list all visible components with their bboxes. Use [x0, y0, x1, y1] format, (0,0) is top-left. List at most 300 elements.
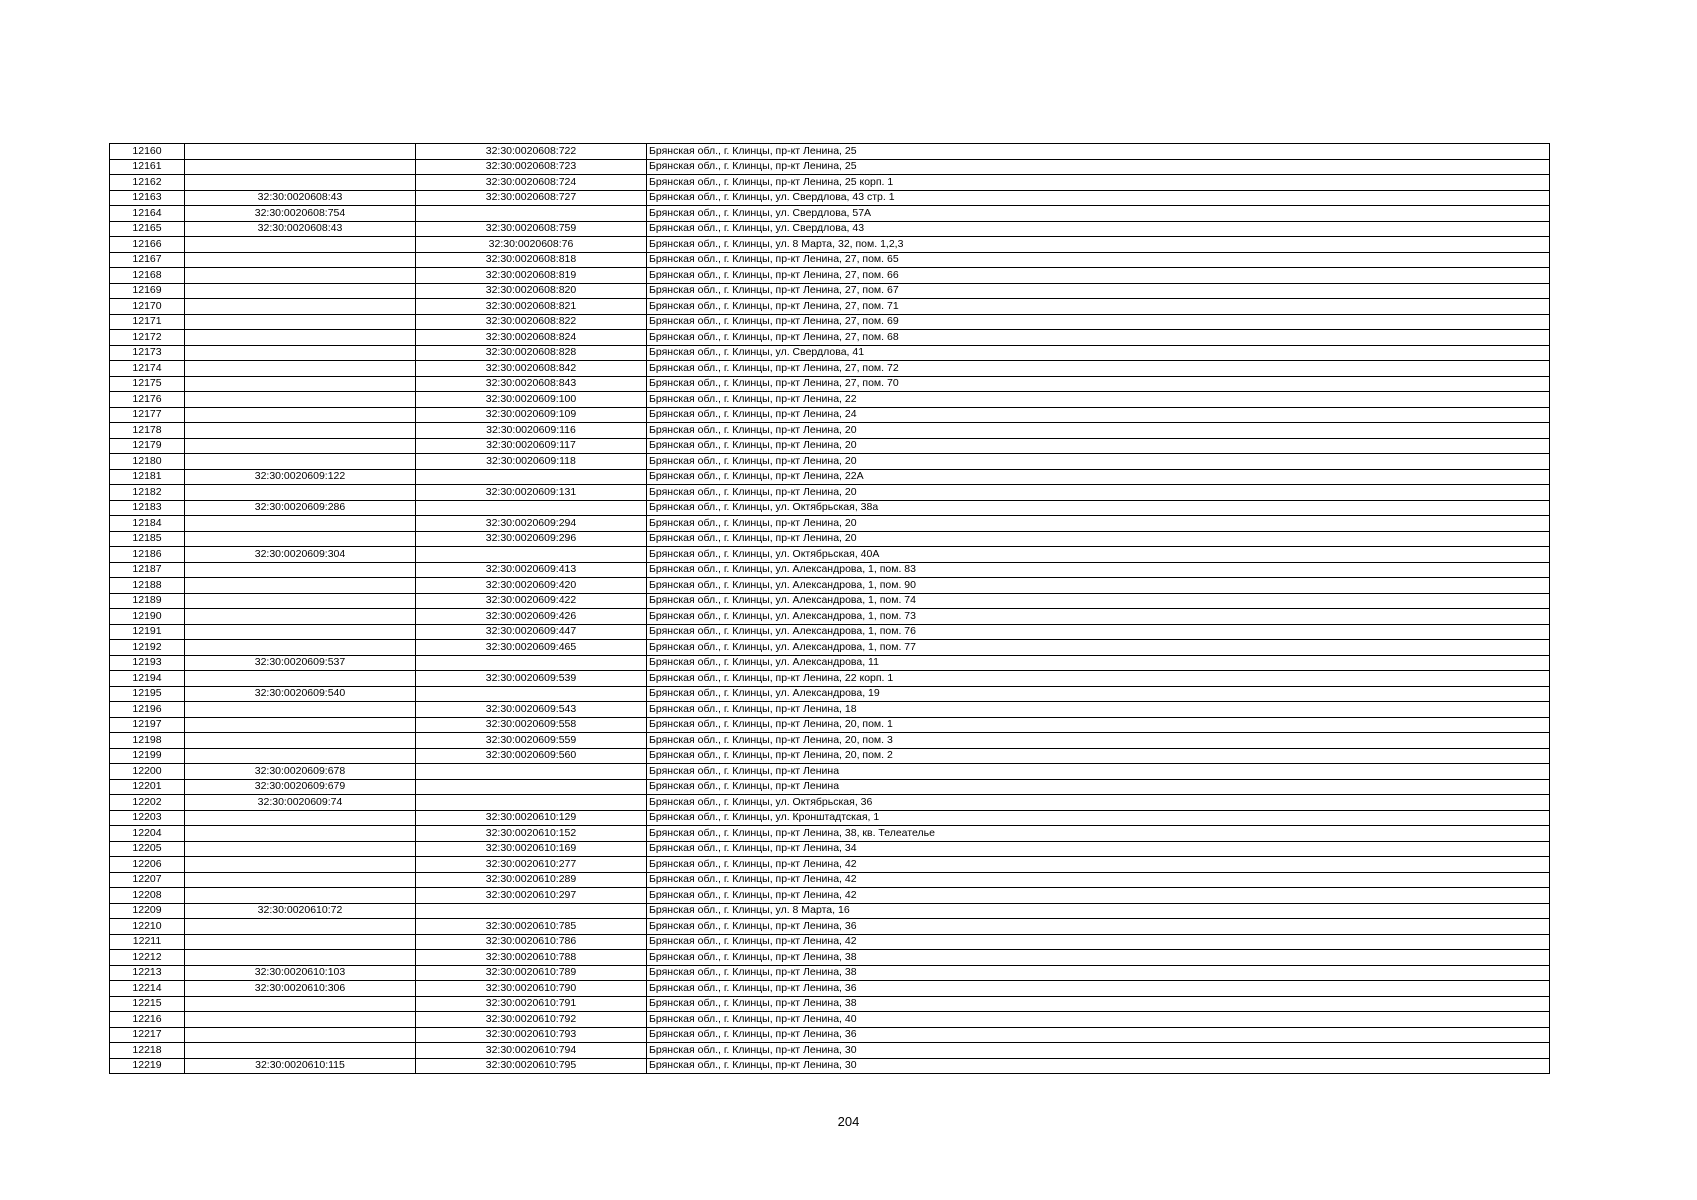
- object-cadastral-number-cell: 32:30:0020609:116: [416, 423, 647, 439]
- row-number-cell: 12214: [110, 981, 185, 997]
- object-cadastral-number-cell: 32:30:0020608:828: [416, 345, 647, 361]
- table-row: [110, 965, 1550, 981]
- table-row: [110, 376, 1550, 392]
- land-cadastral-number-cell: [185, 950, 416, 966]
- address-cell: Брянская обл., г. Клинцы, ул. Александрова, 19: [647, 686, 1550, 702]
- table-row: [110, 640, 1550, 656]
- table-row: [110, 1027, 1550, 1043]
- object-cadastral-number-cell: 32:30:0020608:818: [416, 252, 647, 268]
- table-row: [110, 314, 1550, 330]
- land-cadastral-number-cell: 32:30:0020608:754: [185, 206, 416, 222]
- row-number-cell: 12209: [110, 903, 185, 919]
- object-cadastral-number-cell: 32:30:0020610:792: [416, 1012, 647, 1028]
- object-cadastral-number-cell: 32:30:0020608:842: [416, 361, 647, 377]
- address-cell: Брянская обл., г. Клинцы, пр-кт Ленина, 30: [647, 1058, 1550, 1074]
- object-cadastral-number-cell: 32:30:0020609:560: [416, 748, 647, 764]
- row-number-cell: 12174: [110, 361, 185, 377]
- row-number-cell: 12193: [110, 655, 185, 671]
- address-cell: Брянская обл., г. Клинцы, пр-кт Ленина, 36: [647, 1027, 1550, 1043]
- table-row: [110, 903, 1550, 919]
- object-cadastral-number-cell: 32:30:0020610:788: [416, 950, 647, 966]
- land-cadastral-number-cell: [185, 593, 416, 609]
- object-cadastral-number-cell: 32:30:0020609:118: [416, 454, 647, 470]
- address-cell: Брянская обл., г. Клинцы, пр-кт Ленина, 34: [647, 841, 1550, 857]
- land-cadastral-number-cell: [185, 857, 416, 873]
- row-number-cell: 12167: [110, 252, 185, 268]
- table-row: [110, 826, 1550, 842]
- row-number-cell: 12160: [110, 144, 185, 160]
- address-cell: Брянская обл., г. Клинцы, пр-кт Ленина, 27, пом. 69: [647, 314, 1550, 330]
- address-cell: Брянская обл., г. Клинцы, пр-кт Ленина, 25 корп. 1: [647, 175, 1550, 191]
- land-cadastral-number-cell: [185, 671, 416, 687]
- row-number-cell: 12176: [110, 392, 185, 408]
- object-cadastral-number-cell: 32:30:0020610:785: [416, 919, 647, 935]
- address-cell: Брянская обл., г. Клинцы, пр-кт Ленина, 27, пом. 68: [647, 330, 1550, 346]
- table-row: [110, 500, 1550, 516]
- address-cell: Брянская обл., г. Клинцы, пр-кт Ленина, 27, пом. 71: [647, 299, 1550, 315]
- table-row: [110, 655, 1550, 671]
- row-number-cell: 12196: [110, 702, 185, 718]
- address-cell: Брянская обл., г. Клинцы, ул. Свердлова, 43: [647, 221, 1550, 237]
- object-cadastral-number-cell: 32:30:0020608:820: [416, 283, 647, 299]
- land-cadastral-number-cell: [185, 454, 416, 470]
- land-cadastral-number-cell: [185, 330, 416, 346]
- address-cell: Брянская обл., г. Клинцы, пр-кт Ленина, 27, пом. 70: [647, 376, 1550, 392]
- row-number-cell: 12200: [110, 764, 185, 780]
- row-number-cell: 12175: [110, 376, 185, 392]
- row-number-cell: 12197: [110, 717, 185, 733]
- object-cadastral-number-cell: 32:30:0020609:109: [416, 407, 647, 423]
- address-cell: Брянская обл., г. Клинцы, пр-кт Ленина, 42: [647, 888, 1550, 904]
- row-number-cell: 12189: [110, 593, 185, 609]
- table-row: [110, 159, 1550, 175]
- row-number-cell: 12169: [110, 283, 185, 299]
- object-cadastral-number-cell: 32:30:0020610:791: [416, 996, 647, 1012]
- land-cadastral-number-cell: [185, 826, 416, 842]
- object-cadastral-number-cell: 32:30:0020608:822: [416, 314, 647, 330]
- object-cadastral-number-cell: 32:30:0020608:759: [416, 221, 647, 237]
- table-row: [110, 593, 1550, 609]
- land-cadastral-number-cell: 32:30:0020608:43: [185, 190, 416, 206]
- address-cell: Брянская обл., г. Клинцы, ул. Александрова, 1, пом. 83: [647, 562, 1550, 578]
- table-row: [110, 919, 1550, 935]
- row-number-cell: 12219: [110, 1058, 185, 1074]
- object-cadastral-number-cell: [416, 795, 647, 811]
- address-cell: Брянская обл., г. Клинцы, пр-кт Ленина, 27, пом. 66: [647, 268, 1550, 284]
- land-cadastral-number-cell: [185, 934, 416, 950]
- table-row: [110, 981, 1550, 997]
- table-row: [110, 764, 1550, 780]
- address-cell: Брянская обл., г. Клинцы, пр-кт Ленина: [647, 779, 1550, 795]
- row-number-cell: 12168: [110, 268, 185, 284]
- land-cadastral-number-cell: [185, 841, 416, 857]
- object-cadastral-number-cell: [416, 686, 647, 702]
- land-cadastral-number-cell: [185, 144, 416, 160]
- address-cell: Брянская обл., г. Клинцы, ул. Александрова, 1, пом. 73: [647, 609, 1550, 625]
- address-cell: Брянская обл., г. Клинцы, пр-кт Ленина, 22: [647, 392, 1550, 408]
- row-number-cell: 12185: [110, 531, 185, 547]
- table-row: [110, 562, 1550, 578]
- address-cell: Брянская обл., г. Клинцы, ул. Кронштадтская, 1: [647, 810, 1550, 826]
- address-cell: Брянская обл., г. Клинцы, ул. Свердлова, 41: [647, 345, 1550, 361]
- address-cell: Брянская обл., г. Клинцы, ул. Александрова, 1, пом. 77: [647, 640, 1550, 656]
- land-cadastral-number-cell: [185, 392, 416, 408]
- land-cadastral-number-cell: [185, 531, 416, 547]
- land-cadastral-number-cell: 32:30:0020609:537: [185, 655, 416, 671]
- land-cadastral-number-cell: [185, 919, 416, 935]
- land-cadastral-number-cell: [185, 361, 416, 377]
- row-number-cell: 12191: [110, 624, 185, 640]
- table-row: [110, 485, 1550, 501]
- row-number-cell: 12188: [110, 578, 185, 594]
- object-cadastral-number-cell: [416, 500, 647, 516]
- row-number-cell: 12198: [110, 733, 185, 749]
- address-cell: Брянская обл., г. Клинцы, ул. Александрова, 11: [647, 655, 1550, 671]
- table-row: [110, 175, 1550, 191]
- land-cadastral-number-cell: [185, 175, 416, 191]
- row-number-cell: 12163: [110, 190, 185, 206]
- address-cell: Брянская обл., г. Клинцы, пр-кт Ленина, 20: [647, 454, 1550, 470]
- land-cadastral-number-cell: 32:30:0020610:72: [185, 903, 416, 919]
- row-number-cell: 12199: [110, 748, 185, 764]
- row-number-cell: 12192: [110, 640, 185, 656]
- table-row: [110, 624, 1550, 640]
- object-cadastral-number-cell: 32:30:0020608:843: [416, 376, 647, 392]
- row-number-cell: 12170: [110, 299, 185, 315]
- object-cadastral-number-cell: 32:30:0020608:722: [416, 144, 647, 160]
- row-number-cell: 12186: [110, 547, 185, 563]
- address-cell: Брянская обл., г. Клинцы, пр-кт Ленина, 27, пом. 67: [647, 283, 1550, 299]
- address-cell: Брянская обл., г. Клинцы, пр-кт Ленина, 20: [647, 423, 1550, 439]
- row-number-cell: 12166: [110, 237, 185, 253]
- address-cell: Брянская обл., г. Клинцы, пр-кт Ленина, 20: [647, 438, 1550, 454]
- object-cadastral-number-cell: 32:30:0020609:543: [416, 702, 647, 718]
- row-number-cell: 12172: [110, 330, 185, 346]
- address-cell: Брянская обл., г. Клинцы, пр-кт Ленина: [647, 764, 1550, 780]
- row-number-cell: 12217: [110, 1027, 185, 1043]
- table-row: [110, 872, 1550, 888]
- object-cadastral-number-cell: [416, 206, 647, 222]
- land-cadastral-number-cell: [185, 888, 416, 904]
- land-cadastral-number-cell: 32:30:0020609:679: [185, 779, 416, 795]
- land-cadastral-number-cell: [185, 872, 416, 888]
- address-cell: Брянская обл., г. Клинцы, ул. Октябрьская, 38а: [647, 500, 1550, 516]
- object-cadastral-number-cell: [416, 655, 647, 671]
- object-cadastral-number-cell: [416, 764, 647, 780]
- land-cadastral-number-cell: 32:30:0020610:306: [185, 981, 416, 997]
- row-number-cell: 12181: [110, 469, 185, 485]
- table-row: [110, 330, 1550, 346]
- land-cadastral-number-cell: [185, 268, 416, 284]
- land-cadastral-number-cell: 32:30:0020610:103: [185, 965, 416, 981]
- land-cadastral-number-cell: [185, 609, 416, 625]
- table-row: [110, 779, 1550, 795]
- table-row: [110, 283, 1550, 299]
- object-cadastral-number-cell: 32:30:0020610:786: [416, 934, 647, 950]
- land-cadastral-number-cell: [185, 578, 416, 594]
- row-number-cell: 12184: [110, 516, 185, 532]
- object-cadastral-number-cell: 32:30:0020610:795: [416, 1058, 647, 1074]
- address-cell: Брянская обл., г. Клинцы, ул. 8 Марта, 16: [647, 903, 1550, 919]
- object-cadastral-number-cell: 32:30:0020609:447: [416, 624, 647, 640]
- object-cadastral-number-cell: 32:30:0020609:465: [416, 640, 647, 656]
- land-cadastral-number-cell: 32:30:0020608:43: [185, 221, 416, 237]
- table-row: [110, 810, 1550, 826]
- row-number-cell: 12173: [110, 345, 185, 361]
- land-cadastral-number-cell: 32:30:0020609:304: [185, 547, 416, 563]
- address-cell: Брянская обл., г. Клинцы, пр-кт Ленина, 25: [647, 144, 1550, 160]
- object-cadastral-number-cell: 32:30:0020608:723: [416, 159, 647, 175]
- table-row: [110, 516, 1550, 532]
- land-cadastral-number-cell: 32:30:0020609:74: [185, 795, 416, 811]
- object-cadastral-number-cell: 32:30:0020608:819: [416, 268, 647, 284]
- address-cell: Брянская обл., г. Клинцы, ул. Александрова, 1, пом. 74: [647, 593, 1550, 609]
- object-cadastral-number-cell: 32:30:0020610:169: [416, 841, 647, 857]
- address-cell: Брянская обл., г. Клинцы, ул. Октябрьская, 40А: [647, 547, 1550, 563]
- row-number-cell: 12171: [110, 314, 185, 330]
- address-cell: Брянская обл., г. Клинцы, пр-кт Ленина, 42: [647, 872, 1550, 888]
- address-cell: Брянская обл., г. Клинцы, пр-кт Ленина, 22 корп. 1: [647, 671, 1550, 687]
- table-row: [110, 547, 1550, 563]
- table-row: [110, 423, 1550, 439]
- table-row: [110, 702, 1550, 718]
- row-number-cell: 12218: [110, 1043, 185, 1059]
- table-row: [110, 578, 1550, 594]
- table-row: [110, 268, 1550, 284]
- address-cell: Брянская обл., г. Клинцы, пр-кт Ленина, 25: [647, 159, 1550, 175]
- land-cadastral-number-cell: [185, 748, 416, 764]
- land-cadastral-number-cell: [185, 562, 416, 578]
- table-row: [110, 1043, 1550, 1059]
- object-cadastral-number-cell: [416, 469, 647, 485]
- land-cadastral-number-cell: [185, 717, 416, 733]
- table-row: [110, 454, 1550, 470]
- land-cadastral-number-cell: [185, 516, 416, 532]
- object-cadastral-number-cell: 32:30:0020608:821: [416, 299, 647, 315]
- object-cadastral-number-cell: 32:30:0020610:297: [416, 888, 647, 904]
- table-row: [110, 717, 1550, 733]
- land-cadastral-number-cell: [185, 996, 416, 1012]
- row-number-cell: 12195: [110, 686, 185, 702]
- land-cadastral-number-cell: 32:30:0020609:540: [185, 686, 416, 702]
- object-cadastral-number-cell: 32:30:0020608:824: [416, 330, 647, 346]
- table-row: [110, 252, 1550, 268]
- address-cell: Брянская обл., г. Клинцы, ул. Александрова, 1, пом. 90: [647, 578, 1550, 594]
- table-row: [110, 671, 1550, 687]
- address-cell: Брянская обл., г. Клинцы, пр-кт Ленина, 20: [647, 531, 1550, 547]
- object-cadastral-number-cell: 32:30:0020609:131: [416, 485, 647, 501]
- table-row: [110, 888, 1550, 904]
- land-cadastral-number-cell: [185, 1012, 416, 1028]
- land-cadastral-number-cell: [185, 1027, 416, 1043]
- row-number-cell: 12164: [110, 206, 185, 222]
- land-cadastral-number-cell: [185, 810, 416, 826]
- land-cadastral-number-cell: [185, 299, 416, 315]
- row-number-cell: 12208: [110, 888, 185, 904]
- land-cadastral-number-cell: [185, 159, 416, 175]
- row-number-cell: 12201: [110, 779, 185, 795]
- object-cadastral-number-cell: 32:30:0020609:117: [416, 438, 647, 454]
- land-cadastral-number-cell: [185, 283, 416, 299]
- row-number-cell: 12179: [110, 438, 185, 454]
- object-cadastral-number-cell: 32:30:0020609:100: [416, 392, 647, 408]
- table-row: [110, 361, 1550, 377]
- row-number-cell: 12210: [110, 919, 185, 935]
- object-cadastral-number-cell: 32:30:0020608:724: [416, 175, 647, 191]
- table-body: [110, 144, 1550, 1074]
- address-cell: Брянская обл., г. Клинцы, пр-кт Ленина, 20: [647, 485, 1550, 501]
- object-cadastral-number-cell: 32:30:0020610:277: [416, 857, 647, 873]
- row-number-cell: 12187: [110, 562, 185, 578]
- object-cadastral-number-cell: 32:30:0020610:793: [416, 1027, 647, 1043]
- object-cadastral-number-cell: [416, 779, 647, 795]
- object-cadastral-number-cell: 32:30:0020610:789: [416, 965, 647, 981]
- object-cadastral-number-cell: 32:30:0020608:727: [416, 190, 647, 206]
- address-cell: Брянская обл., г. Клинцы, пр-кт Ленина, 22А: [647, 469, 1550, 485]
- address-cell: Брянская обл., г. Клинцы, пр-кт Ленина, 42: [647, 934, 1550, 950]
- table-row: [110, 934, 1550, 950]
- address-cell: Брянская обл., г. Клинцы, ул. Свердлова, 43 стр. 1: [647, 190, 1550, 206]
- table-row: [110, 1058, 1550, 1074]
- land-cadastral-number-cell: 32:30:0020609:678: [185, 764, 416, 780]
- table-row: [110, 531, 1550, 547]
- table-row: [110, 407, 1550, 423]
- land-cadastral-number-cell: [185, 702, 416, 718]
- land-cadastral-number-cell: [185, 237, 416, 253]
- row-number-cell: 12212: [110, 950, 185, 966]
- land-cadastral-number-cell: [185, 624, 416, 640]
- land-cadastral-number-cell: [185, 423, 416, 439]
- land-cadastral-number-cell: [185, 314, 416, 330]
- page-number: 204: [837, 1114, 860, 1129]
- address-cell: Брянская обл., г. Клинцы, пр-кт Ленина, 38: [647, 965, 1550, 981]
- address-cell: Брянская обл., г. Клинцы, пр-кт Ленина, 38, кв. Телеателье: [647, 826, 1550, 842]
- address-cell: Брянская обл., г. Клинцы, пр-кт Ленина, 27, пом. 72: [647, 361, 1550, 377]
- address-cell: Брянская обл., г. Клинцы, пр-кт Ленина, 40: [647, 1012, 1550, 1028]
- table-row: [110, 733, 1550, 749]
- object-cadastral-number-cell: 32:30:0020610:129: [416, 810, 647, 826]
- row-number-cell: 12182: [110, 485, 185, 501]
- object-cadastral-number-cell: 32:30:0020608:76: [416, 237, 647, 253]
- row-number-cell: 12161: [110, 159, 185, 175]
- table-row: [110, 841, 1550, 857]
- row-number-cell: 12202: [110, 795, 185, 811]
- object-cadastral-number-cell: 32:30:0020609:559: [416, 733, 647, 749]
- land-cadastral-number-cell: [185, 733, 416, 749]
- row-number-cell: 12190: [110, 609, 185, 625]
- row-number-cell: 12211: [110, 934, 185, 950]
- table-row: [110, 950, 1550, 966]
- object-cadastral-number-cell: 32:30:0020609:422: [416, 593, 647, 609]
- address-cell: Брянская обл., г. Клинцы, пр-кт Ленина, 20, пом. 3: [647, 733, 1550, 749]
- address-cell: Брянская обл., г. Клинцы, пр-кт Ленина, 36: [647, 981, 1550, 997]
- address-cell: Брянская обл., г. Клинцы, ул. Свердлова, 57А: [647, 206, 1550, 222]
- object-cadastral-number-cell: 32:30:0020609:420: [416, 578, 647, 594]
- table-row: [110, 609, 1550, 625]
- object-cadastral-number-cell: 32:30:0020609:296: [416, 531, 647, 547]
- land-cadastral-number-cell: [185, 345, 416, 361]
- table-row: [110, 190, 1550, 206]
- land-cadastral-number-cell: 32:30:0020609:286: [185, 500, 416, 516]
- table-row: [110, 392, 1550, 408]
- row-number-cell: 12216: [110, 1012, 185, 1028]
- address-cell: Брянская обл., г. Клинцы, пр-кт Ленина, 20: [647, 516, 1550, 532]
- row-number-cell: 12206: [110, 857, 185, 873]
- address-cell: Брянская обл., г. Клинцы, пр-кт Ленина, 38: [647, 996, 1550, 1012]
- address-cell: Брянская обл., г. Клинцы, пр-кт Ленина, 20, пом. 1: [647, 717, 1550, 733]
- table-row: [110, 469, 1550, 485]
- address-cell: Брянская обл., г. Клинцы, пр-кт Ленина, 27, пом. 65: [647, 252, 1550, 268]
- land-cadastral-number-cell: [185, 407, 416, 423]
- row-number-cell: 12204: [110, 826, 185, 842]
- table-row: [110, 345, 1550, 361]
- land-cadastral-number-cell: [185, 438, 416, 454]
- table-row: [110, 144, 1550, 160]
- object-cadastral-number-cell: 32:30:0020609:413: [416, 562, 647, 578]
- table-row: [110, 221, 1550, 237]
- table-row: [110, 299, 1550, 315]
- land-cadastral-number-cell: [185, 252, 416, 268]
- object-cadastral-number-cell: [416, 547, 647, 563]
- table-row: [110, 438, 1550, 454]
- table-row: [110, 686, 1550, 702]
- object-cadastral-number-cell: 32:30:0020609:294: [416, 516, 647, 532]
- cadastral-table: [109, 143, 1550, 1074]
- address-cell: Брянская обл., г. Клинцы, ул. 8 Марта, 32, пом. 1,2,3: [647, 237, 1550, 253]
- object-cadastral-number-cell: 32:30:0020610:790: [416, 981, 647, 997]
- table-row: [110, 795, 1550, 811]
- row-number-cell: 12203: [110, 810, 185, 826]
- row-number-cell: 12205: [110, 841, 185, 857]
- land-cadastral-number-cell: [185, 640, 416, 656]
- row-number-cell: 12194: [110, 671, 185, 687]
- address-cell: Брянская обл., г. Клинцы, ул. Александрова, 1, пом. 76: [647, 624, 1550, 640]
- address-cell: Брянская обл., г. Клинцы, пр-кт Ленина, 36: [647, 919, 1550, 935]
- row-number-cell: 12178: [110, 423, 185, 439]
- table-row: [110, 748, 1550, 764]
- row-number-cell: 12213: [110, 965, 185, 981]
- address-cell: Брянская обл., г. Клинцы, пр-кт Ленина, 18: [647, 702, 1550, 718]
- row-number-cell: 12183: [110, 500, 185, 516]
- row-number-cell: 12215: [110, 996, 185, 1012]
- table-row: [110, 206, 1550, 222]
- object-cadastral-number-cell: 32:30:0020610:152: [416, 826, 647, 842]
- row-number-cell: 12177: [110, 407, 185, 423]
- object-cadastral-number-cell: 32:30:0020609:426: [416, 609, 647, 625]
- land-cadastral-number-cell: 32:30:0020610:115: [185, 1058, 416, 1074]
- row-number-cell: 12162: [110, 175, 185, 191]
- table-row: [110, 857, 1550, 873]
- object-cadastral-number-cell: 32:30:0020610:289: [416, 872, 647, 888]
- address-cell: Брянская обл., г. Клинцы, пр-кт Ленина, 42: [647, 857, 1550, 873]
- row-number-cell: 12165: [110, 221, 185, 237]
- table-row: [110, 237, 1550, 253]
- address-cell: Брянская обл., г. Клинцы, пр-кт Ленина, 20, пом. 2: [647, 748, 1550, 764]
- address-cell: Брянская обл., г. Клинцы, ул. Октябрьская, 36: [647, 795, 1550, 811]
- object-cadastral-number-cell: [416, 903, 647, 919]
- object-cadastral-number-cell: 32:30:0020610:794: [416, 1043, 647, 1059]
- object-cadastral-number-cell: 32:30:0020609:558: [416, 717, 647, 733]
- address-cell: Брянская обл., г. Клинцы, пр-кт Ленина, 30: [647, 1043, 1550, 1059]
- object-cadastral-number-cell: 32:30:0020609:539: [416, 671, 647, 687]
- land-cadastral-number-cell: [185, 376, 416, 392]
- address-cell: Брянская обл., г. Клинцы, пр-кт Ленина, 24: [647, 407, 1550, 423]
- land-cadastral-number-cell: [185, 485, 416, 501]
- address-cell: Брянская обл., г. Клинцы, пр-кт Ленина, 38: [647, 950, 1550, 966]
- row-number-cell: 12180: [110, 454, 185, 470]
- land-cadastral-number-cell: [185, 1043, 416, 1059]
- row-number-cell: 12207: [110, 872, 185, 888]
